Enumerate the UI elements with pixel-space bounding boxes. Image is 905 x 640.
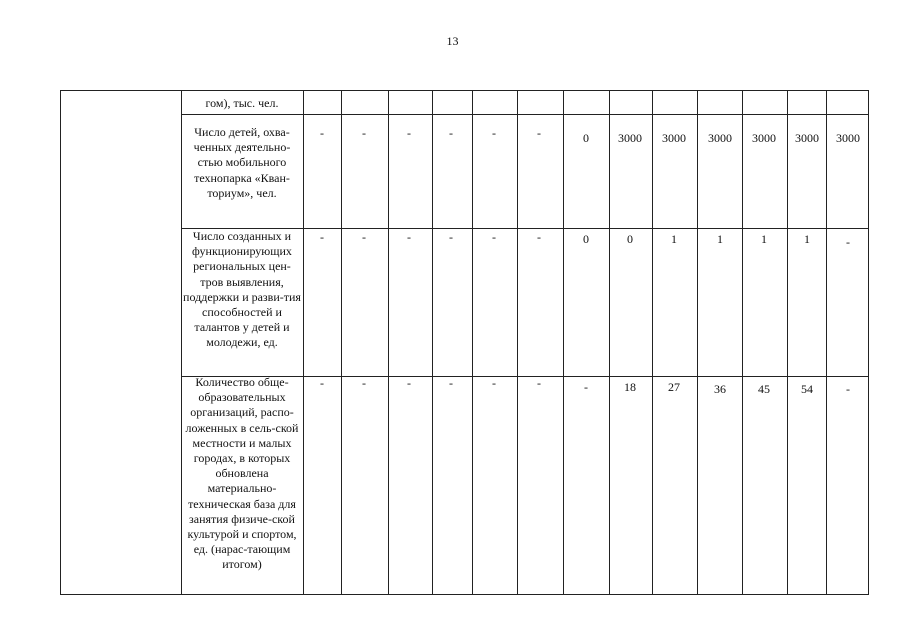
table-border-top (60, 90, 869, 91)
table-cell-value: - (320, 230, 324, 244)
table-cell-value: - (407, 230, 411, 244)
table-cell-value: - (846, 235, 850, 249)
table-cell-value: - (449, 126, 453, 140)
table-cell-value: 0 (627, 232, 633, 246)
column-divider (826, 90, 827, 595)
table-cell-value: - (492, 376, 496, 390)
table-cell-value: 36 (714, 382, 726, 396)
table-cell-value: 0 (583, 232, 589, 246)
table-cell-value: - (320, 376, 324, 390)
table-cell-value: - (846, 382, 850, 396)
column-divider (432, 90, 433, 595)
table-cell-value: 3000 (836, 131, 860, 145)
row-label: Число созданных и функционирующих региональных цен-тров выявления, поддержки и разви-тия способностей и талантов у детей и молодежи, ед. (183, 229, 301, 350)
data-table (60, 90, 870, 595)
table-cell-value: - (362, 126, 366, 140)
table-cell-value: 27 (668, 380, 680, 394)
table-cell-value: - (449, 376, 453, 390)
row-label: гом), тыс. чел. (205, 96, 279, 110)
table-cell-value: 1 (717, 232, 723, 246)
table-cell-value: - (537, 126, 541, 140)
table-border-bottom (60, 594, 869, 595)
table-cell-value: - (537, 376, 541, 390)
table-cell-value: 3000 (752, 131, 776, 145)
column-divider (609, 90, 610, 595)
column-divider (652, 90, 653, 595)
column-divider (388, 90, 389, 595)
table-cell-value: - (407, 126, 411, 140)
column-divider (341, 90, 342, 595)
table-cell-value: 3000 (708, 131, 732, 145)
table-cell-value: - (537, 230, 541, 244)
table-cell-value: - (449, 230, 453, 244)
table-cell-value: - (584, 380, 588, 394)
page-number: 13 (446, 34, 459, 48)
table-border-left (60, 90, 61, 595)
table-cell-value: 0 (583, 131, 589, 145)
table-cell-value: 3000 (662, 131, 686, 145)
column-divider (517, 90, 518, 595)
table-cell-value: 1 (671, 232, 677, 246)
table-cell-value: - (492, 230, 496, 244)
table-cell-value: - (320, 126, 324, 140)
table-cell-value: - (362, 230, 366, 244)
table-cell-value: - (492, 126, 496, 140)
row-divider (181, 114, 869, 115)
table-cell-value: 3000 (618, 131, 642, 145)
row-label: Число детей, охва-ченных деятельно-стью мобильного технопарка «Кван-ториум», чел. (193, 125, 291, 200)
table-cell-value: 1 (761, 232, 767, 246)
column-divider (742, 90, 743, 595)
column-divider (472, 90, 473, 595)
column-divider (787, 90, 788, 595)
table-cell-value: - (362, 376, 366, 390)
row-label: Количество обще-образовательных организаций, распо-ложенных в сель-ской местности и малых городах, в которых обновлена материально-техническая база для занятия физиче-ской культурой и спортом, ед. (нарас-тающим итогом) (185, 375, 299, 572)
column-divider (697, 90, 698, 595)
column-divider (303, 90, 304, 595)
column-divider (563, 90, 564, 595)
table-cell-value: 45 (758, 382, 770, 396)
table-cell-value: 18 (624, 380, 636, 394)
table-cell-value: 54 (801, 382, 813, 396)
table-border-right (868, 90, 869, 595)
table-cell-value: - (407, 376, 411, 390)
table-cell-value: 1 (804, 232, 810, 246)
table-cell-value: 3000 (795, 131, 819, 145)
